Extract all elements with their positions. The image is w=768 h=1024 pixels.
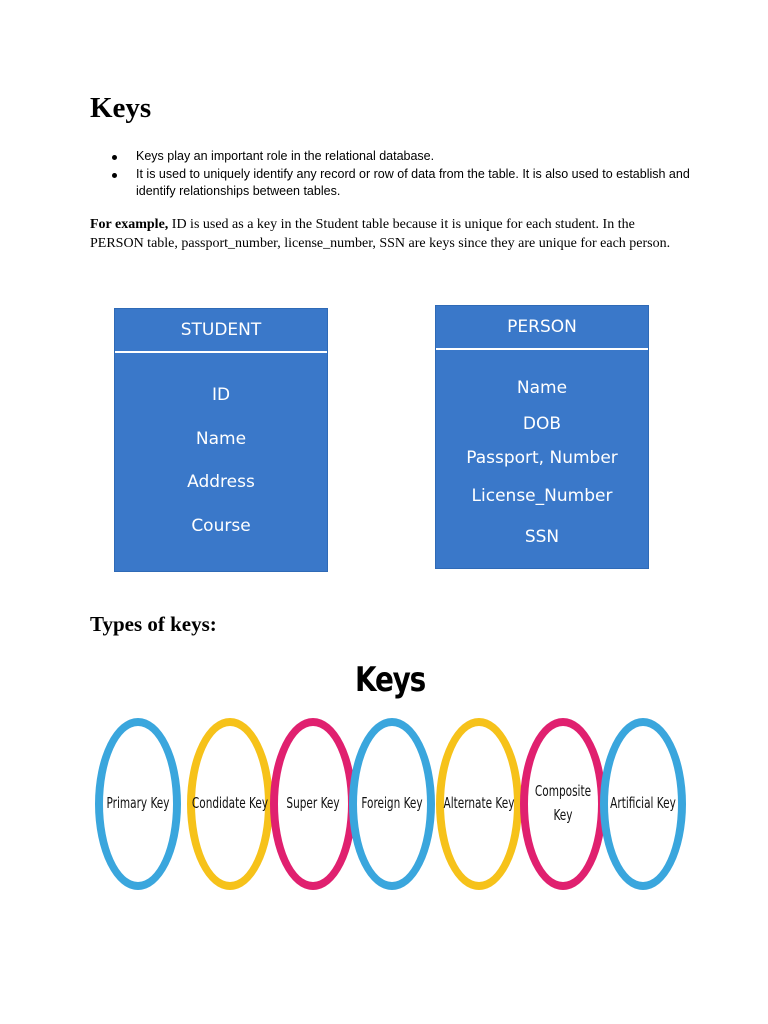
- person-field: SSN: [524, 527, 560, 547]
- person-field: License_Number: [471, 486, 613, 506]
- student-field: Name: [195, 429, 247, 449]
- person-table-header: PERSON: [436, 306, 648, 350]
- types-heading: Types of keys:: [90, 612, 217, 636]
- intro-bullet-list: [110, 148, 690, 201]
- student-field: Address: [187, 472, 255, 492]
- ring-label: Primary Key: [106, 794, 170, 812]
- bullet-text: It is used to uniquely identify any record or row of data from the table. It is also used to establish and identify relationships between tables.: [136, 166, 690, 198]
- ring-label: Super Key: [286, 794, 340, 812]
- student-table-header: STUDENT: [115, 309, 327, 353]
- ring-label: Artificial Key: [610, 794, 676, 812]
- bullet-icon: [112, 155, 117, 160]
- person-field: Name: [516, 378, 568, 398]
- list-item: [110, 148, 690, 166]
- list-item: [110, 166, 690, 201]
- example-text: ID is used as a key in the Student table because it is unique for each student. In the PERSON table, passport_number, license_number, SSN are keys since they are unique for each person.: [90, 217, 671, 251]
- student-field: ID: [211, 385, 231, 405]
- person-field: Passport, Number: [466, 448, 618, 468]
- page-title: Keys: [90, 92, 152, 124]
- ring-label: Foreign Key: [361, 794, 423, 812]
- ring-label: Condidate Key: [191, 794, 269, 812]
- bullet-text: Keys play an important role in the relational database.: [136, 149, 435, 163]
- infographic-title: Keys: [355, 660, 425, 700]
- ring-label: Alternate Key: [443, 794, 515, 812]
- person-table: [435, 305, 649, 569]
- person-field: DOB: [522, 414, 562, 434]
- example-lead: For example,: [90, 217, 169, 232]
- student-field: Course: [191, 516, 251, 536]
- ring-label: Composite Key: [534, 782, 592, 824]
- student-table: [114, 308, 328, 572]
- bullet-icon: [112, 173, 117, 178]
- example-paragraph: [90, 216, 690, 253]
